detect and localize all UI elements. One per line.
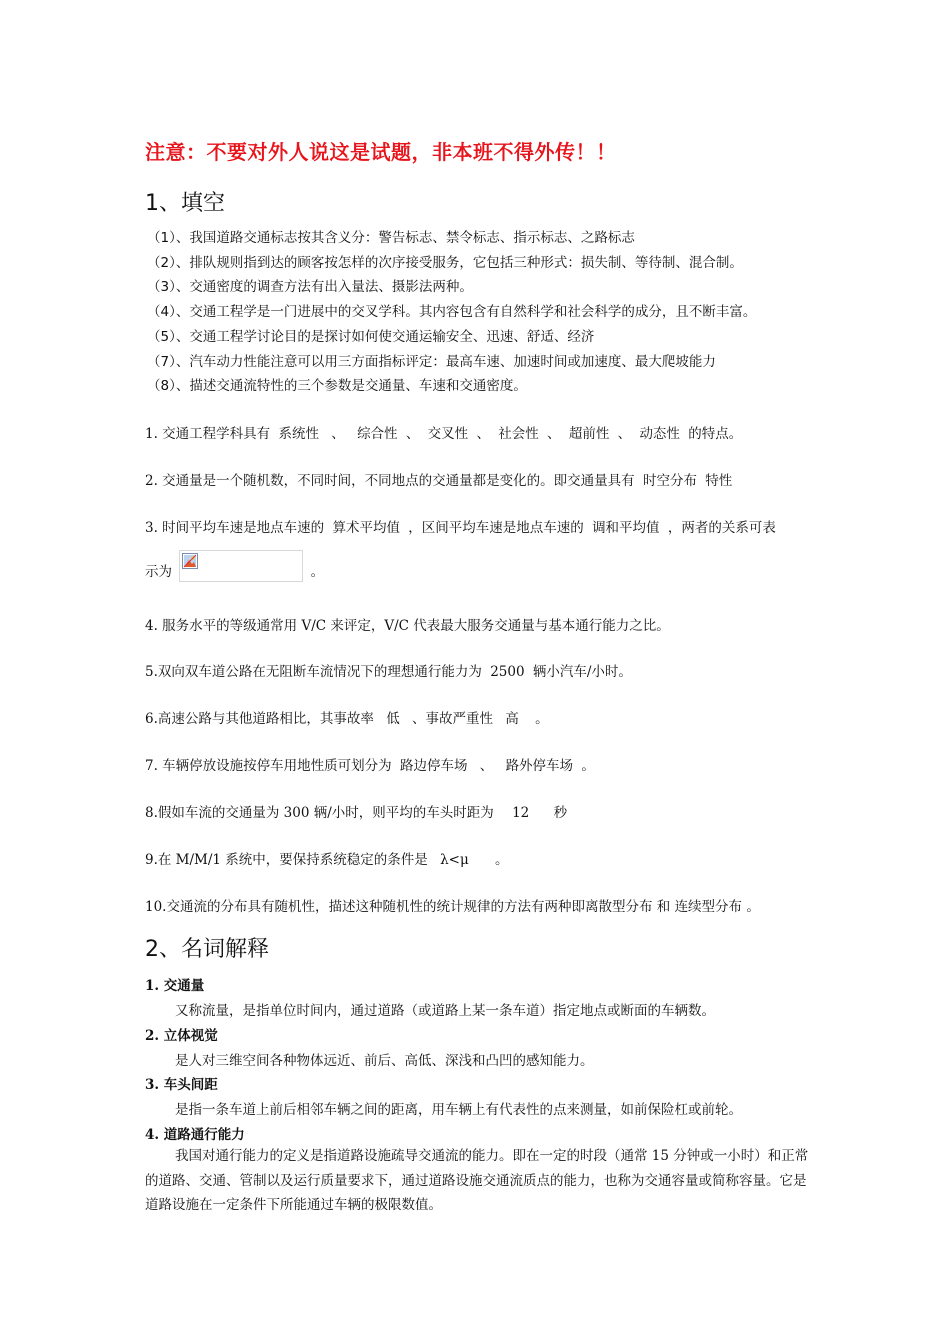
answer-1-3: 交叉性: [427, 426, 469, 442]
term-definition: 是指一条车道上前后相邻车辆之间的距离，用车辆上有代表性的点来测量，如前保险杠或前轮。: [175, 1102, 742, 1118]
list-item: （5）、交通工程学讨论目的是探讨如何使交通运输安全、迅速、舒适、经济: [147, 328, 595, 345]
question-6: 6.高速公路与其他道路相比，其事故率 低 、事故严重性 高 。: [145, 711, 549, 727]
term-title: 2. 立体视觉: [145, 1028, 218, 1044]
question-4: 4. 服务水平的等级通常用 V/C 来评定，V/C 代表最大服务交通量与基本通行能力之比。: [145, 618, 670, 634]
question-8: 8.假如车流的交通量为 300 辆/小时，则平均的车头时距为 12 秒: [145, 805, 568, 821]
question-3-line-2: 示为 。: [145, 550, 324, 582]
answer-10-1: 离散型分布: [584, 899, 653, 915]
answer-5-1: 2500: [490, 664, 525, 680]
warning-notice: 注意：不要对外人说这是试题，非本班不得外传！！: [145, 140, 617, 164]
list-item: （7）、汽车动力性能注意可以用三方面指标评定：最高车速、加速时间或加速度、最大爬坡能力: [147, 353, 716, 370]
question-1: 1. 交通工程学科具有 系统性 、 综合性 、 交叉性 、 社会性 、 超前性 、 动态性 的特点。: [145, 426, 743, 442]
question-9: 9.在 M/M/1 系统中，要保持系统稳定的条件是 λ<μ 。: [145, 852, 509, 868]
question-7: 7. 车辆停放设施按停车用地性质可划分为 路边停车场 、 路外停车场 。: [145, 758, 595, 774]
question-5: 5.双向双车道公路在无阻断车流情况下的理想通行能力为 2500 辆小汽车/小时。: [145, 664, 632, 680]
answer-1-1: 系统性: [278, 426, 319, 442]
section-1-heading: 1、填空: [145, 191, 225, 216]
term-definition: 又称流量，是指单位时间内，通过道路（或道路上某一条车道）指定地点或断面的车辆数。: [175, 1003, 715, 1019]
term-definition: 我国对通行能力的定义是指道路设施疏导交通流的能力。即在一定的时段（通常 15 分钟或一小时）和正常的道路、交通、管制以及运行质量要求下，通过道路设施交通流质点的能力，也称为交通容量或简称容量。它是道路设施在一定条件下所能通过车辆的极限数值。: [145, 1148, 809, 1213]
answer-1-4: 社会性: [498, 426, 539, 442]
term-title: 3. 车头间距: [145, 1077, 218, 1093]
answer-9-1: λ<μ: [440, 852, 469, 868]
answer-10-2: 连续型分布: [674, 899, 743, 915]
answer-3-2: 调和平均值: [592, 520, 660, 536]
term-title: 1. 交通量: [145, 978, 205, 994]
question-3: 3. 时间平均车速是地点车速的 算术平均值 ，区间平均车速是地点车速的 调和平均值 ，两者的关系可表: [145, 520, 776, 536]
list-item: （1）、我国道路交通标志按其含义分：警告标志、禁令标志、指示标志、之路标志: [147, 230, 635, 246]
list-item: （4）、交通工程学是一门进展中的交叉学科。其内容包含有自然科学和社会科学的成分，且不断丰富。: [147, 304, 757, 321]
answer-3-1: 算术平均值: [332, 520, 400, 536]
fill-blank-list: [147, 226, 756, 399]
answer-7-2: 路外停车场: [505, 758, 574, 774]
answer-1-2: 综合性: [357, 426, 398, 442]
formula-image-placeholder: [179, 550, 303, 582]
answer-2-1: 时空分布: [642, 473, 697, 489]
answer-6-1: 低: [386, 711, 400, 727]
answer-6-2: 高: [505, 711, 519, 727]
question-10: 10.交通流的分布具有随机性，描述这种随机性的统计规律的方法有两种即离散型分布 和 连续型分布 。: [145, 899, 760, 915]
answer-7-1: 路边停车场: [399, 758, 468, 774]
list-item: （2）、排队规则指到达的顾客按怎样的次序接受服务，它包括三种形式：损失制、等待制、混合制。: [147, 254, 743, 271]
section-2-heading: 2、名词解释: [145, 937, 269, 962]
list-item: （8）、描述交通流特性的三个参数是交通量、车速和交通密度。: [147, 378, 527, 395]
term-definition: 是人对三维空间各种物体远近、前后、高低、深浅和凸凹的感知能力。: [175, 1053, 594, 1069]
answer-1-6: 动态性: [639, 426, 680, 442]
question-2: 2. 交通量是一个随机数，不同时间，不同地点的交通量都是变化的。即交通量具有 时空分布 特性: [145, 473, 733, 489]
answer-8-1: 12: [512, 805, 530, 821]
answer-1-5: 超前性: [568, 426, 610, 442]
list-item: （3）、交通密度的调查方法有出入量法、摄影法两种。: [147, 279, 473, 296]
broken-image-icon: [182, 553, 198, 569]
term-title: 4. 道路通行能力: [145, 1127, 245, 1143]
